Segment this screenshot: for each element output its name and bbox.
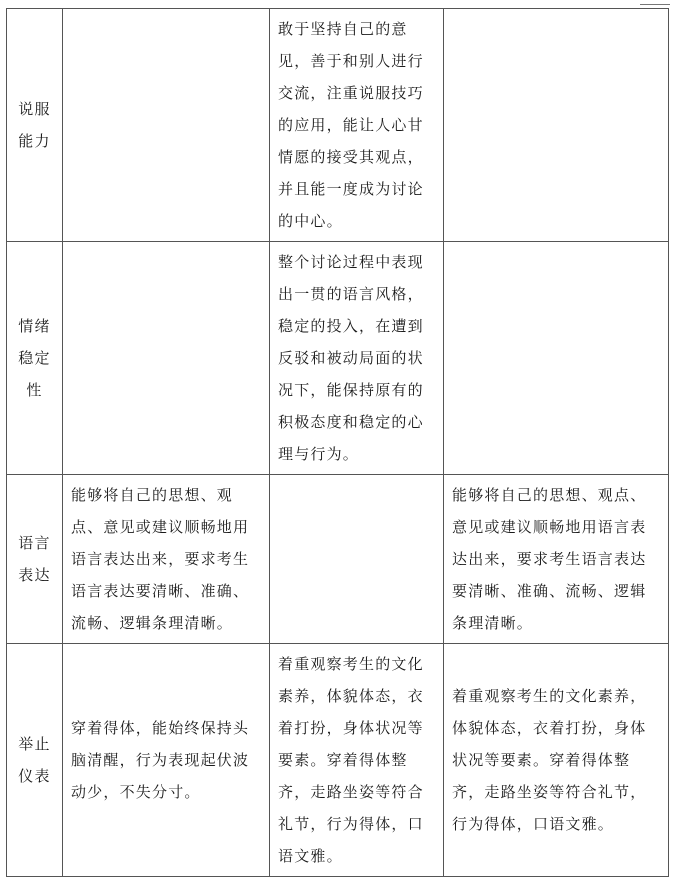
cell-verbal-col4: 能够将自己的思想、观点、意见或建议顺畅地用语言表达出来，要求考生语言表达要清晰、准确、流畅、逻辑条理清晰。 bbox=[444, 475, 669, 644]
row-label-line: 仪表 bbox=[18, 767, 51, 785]
row-label-demeanor bbox=[7, 644, 63, 877]
row-label-persuasion bbox=[7, 9, 63, 242]
table-row-persuasion bbox=[7, 9, 669, 242]
cell-verbal-col2: 能够将自己的思想、观点、意见或建议顺畅地用语言表达出来，要求考生语言表达要清晰、准确、流畅、逻辑条理清晰。 bbox=[63, 475, 270, 644]
page-top-rule bbox=[640, 0, 670, 5]
cell-verbal-col3 bbox=[270, 475, 444, 644]
cell-persuasion-col4 bbox=[444, 9, 669, 242]
table-row-verbal-expression bbox=[7, 475, 669, 644]
row-label-line: 说服 bbox=[18, 100, 51, 118]
row-label-line: 稳定性 bbox=[18, 349, 51, 399]
cell-demeanor-col4: 着重观察考生的文化素养，体貌体态，衣着打扮，身体状况等要素。穿着得体整齐，走路坐姿等符合礼节，行为得体，口语文雅。 bbox=[444, 644, 669, 877]
cell-emotional-col2 bbox=[63, 242, 270, 475]
row-label-line: 语言 bbox=[18, 534, 51, 552]
row-label-verbal-expression bbox=[7, 475, 63, 644]
row-label-line: 能力 bbox=[18, 132, 51, 150]
row-label-line: 举止 bbox=[18, 735, 51, 753]
evaluation-table bbox=[6, 8, 669, 877]
cell-demeanor-col2: 穿着得体，能始终保持头脑清醒，行为表现起伏波动少，不失分寸。 bbox=[63, 644, 270, 877]
table-row-demeanor bbox=[7, 644, 669, 877]
cell-emotional-col3: 整个讨论过程中表现出一贯的语言风格，稳定的投入，在遭到反驳和被动局面的状况下，能保持原有的积极态度和稳定的心理与行为。 bbox=[270, 242, 444, 475]
row-label-line: 表达 bbox=[18, 566, 51, 584]
cell-emotional-col4 bbox=[444, 242, 669, 475]
cell-persuasion-col2 bbox=[63, 9, 270, 242]
row-label-line: 情绪 bbox=[18, 317, 51, 335]
row-label-emotional-stability bbox=[7, 242, 63, 475]
table-row-emotional-stability bbox=[7, 242, 669, 475]
cell-demeanor-col3: 着重观察考生的文化素养，体貌体态，衣着打扮，身体状况等要素。穿着得体整齐，走路坐姿等符合礼节，行为得体，口语文雅。 bbox=[270, 644, 444, 877]
cell-persuasion-col3: 敢于坚持自己的意见，善于和别人进行交流，注重说服技巧的应用，能让人心甘情愿的接受其观点，并且能一度成为讨论的中心。 bbox=[270, 9, 444, 242]
